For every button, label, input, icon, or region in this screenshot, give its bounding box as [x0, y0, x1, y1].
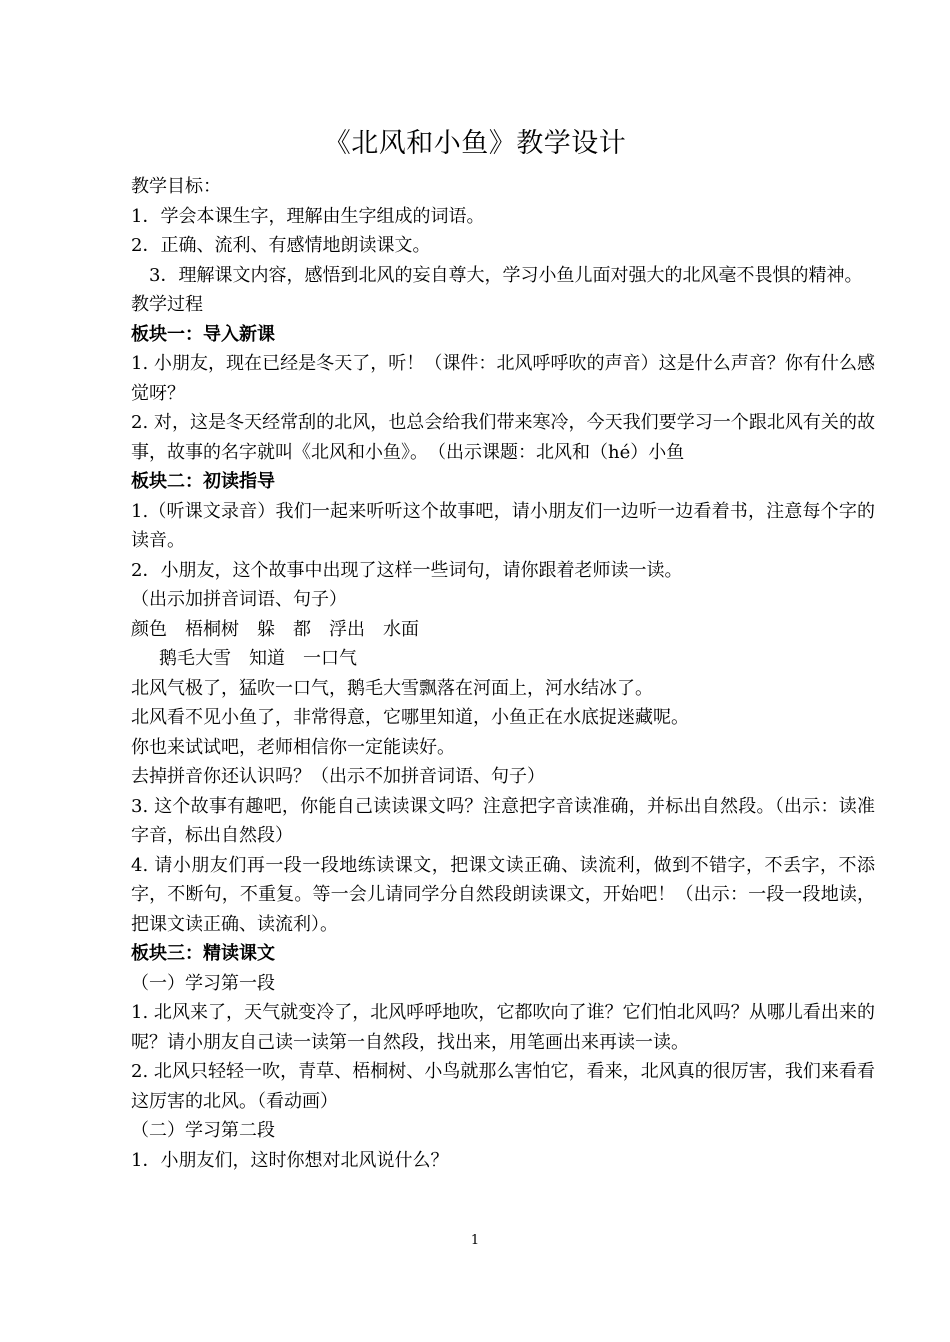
- paragraph: （一）学习第一段: [131, 972, 275, 994]
- paragraph: （出示加拼音词语、句子）: [131, 589, 347, 610]
- paragraph: 教学过程: [131, 294, 203, 315]
- paragraph: 教学目标：: [131, 176, 221, 197]
- paragraph: 去掉拼音你还认识吗？（出示不加拼音词语、句子）: [131, 766, 545, 787]
- paragraph: 1. 北风来了，天气就变冷了，北风呼呼地吹，它都吹向了谁？它们怕北风吗？从哪儿看出来的呢？请小朋友自己读一读第一自然段，找出来，用笔画出来再读一读。: [131, 1002, 875, 1053]
- paragraph: 你也来试试吧，老师相信你一定能读好。: [131, 736, 455, 758]
- paragraph: 1．小朋友们，这时你想对北风说什么？: [131, 1149, 449, 1171]
- document-title: 《北风和小鱼》教学设计: [323, 128, 627, 159]
- paragraph: （二）学习第二段: [131, 1120, 275, 1141]
- paragraph: 2. 对，这是冬天经常刮的北风，也总会给我们带来寒冷，今天我们要学习一个跟北风有关的故事，故事的名字就叫《北风和小鱼》。 （出示课题：北风和（hé）小鱼: [131, 412, 875, 463]
- paragraph: 北风看不见小鱼了，非常得意，它哪里知道，小鱼正在水底捉迷藏呢。: [131, 707, 689, 728]
- page-number: 1: [470, 1233, 480, 1248]
- section-heading: 板块三：精读课文: [131, 943, 275, 964]
- paragraph: 北风气极了，猛吹一口气，鹅毛大雪飘落在河面上，河水结冰了。: [131, 677, 653, 699]
- paragraph: 1．学会本课生字，理解由生字组成的词语。: [131, 205, 485, 227]
- paragraph: 2. 北风只轻轻一吹，青草、梧桐树、小鸟就那么害怕它，看来，北风真的很厉害，我们来看看这厉害的北风。（看动画）: [131, 1061, 875, 1112]
- paragraph: 2．小朋友，这个故事中出现了这样一些词句，请你跟着老师读一读。: [131, 559, 683, 581]
- paragraph: 1. 小朋友，现在已经是冬天了，听！（课件：北风呼呼吹的声音）这是什么声音？你有什么感觉呀？: [131, 353, 875, 404]
- paragraph: 4. 请小朋友们再一段一段地练读课文，把课文读正确、读流利，做到不错字，不丢字，不添字，不断句，不重复。等一会儿请同学分自然段朗读课文，开始吧！（出示：一段一段地读，把课文读正确、读流利）。: [131, 854, 875, 935]
- paragraph: 3. 这个故事有趣吧，你能自己读读课文吗？注意把字音读准确，并标出自然段。（出示：读准字音，标出自然段）: [131, 795, 875, 846]
- paragraph: 3．理解课文内容，感悟到北风的妄自尊大，学习小鱼儿面对强大的北风毫不畏惧的精神。: [149, 264, 863, 286]
- paragraph: 1.（听课文录音）我们一起来听听这个故事吧，请小朋友们一边听一边看着书，注意每个字的读音。: [131, 500, 875, 551]
- section-heading: 板块一：导入新课: [131, 323, 275, 345]
- paragraph: 颜色 梧桐树 躲 都 浮出 水面: [131, 618, 419, 640]
- document-body: [131, 172, 875, 1175]
- paragraph: 2．正确、流利、有感情地朗读课文。: [131, 235, 431, 256]
- paragraph: 鹅毛大雪 知道 一口气: [159, 648, 357, 669]
- section-heading: 板块二：初读指导: [131, 471, 275, 492]
